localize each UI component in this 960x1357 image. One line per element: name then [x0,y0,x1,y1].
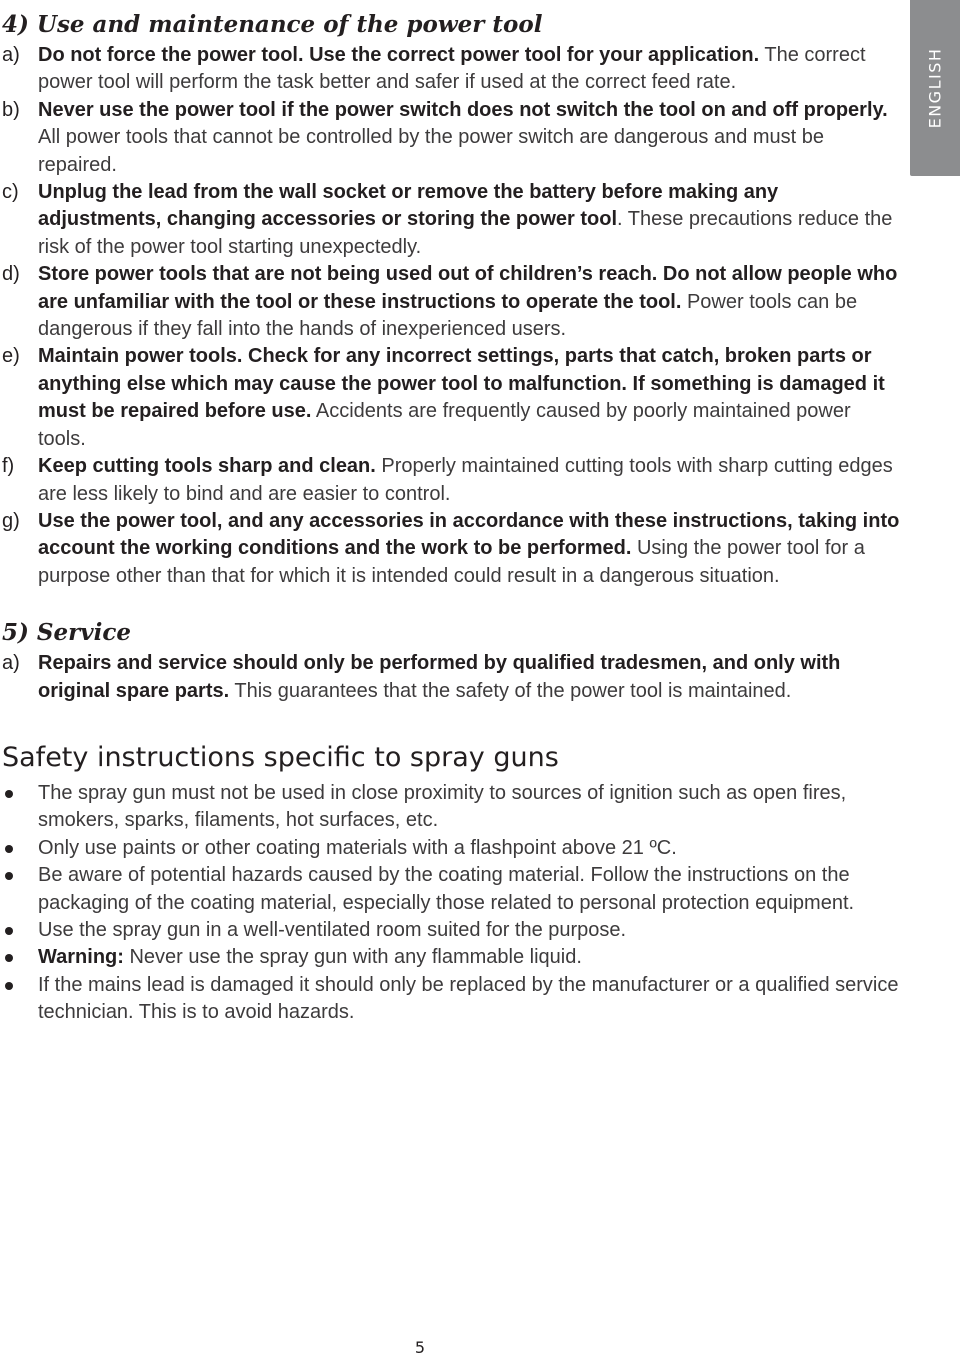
bullet-text: Never use the spray gun with any flammable liquid. [123,946,582,969]
item-text: The correct power tool will perform the task better and safer if used at the correct feed rate. [38,44,866,94]
list-item [2,650,902,705]
page-number: 5 [414,1338,426,1357]
section-5-title: 5) Service [2,619,131,647]
item-label: d) [2,263,20,286]
list-item [2,97,902,179]
bullet-icon [5,845,13,853]
safety-bullet-list [2,780,902,1027]
bullet-item [2,944,902,971]
item-bold-text: Maintain power tools. Check for any incorrect settings, parts that catch, broken parts or anything else which may cause the power tool to malfunction. If something is damaged it must be repaired before use. [38,345,885,423]
item-bold-text: Unplug the lead from the wall socket or remove the battery before making any adjustments, changing accessories or storing the power tool [38,181,779,231]
bullet-icon [5,954,13,962]
item-text: Power tools can be dangerous if they fall into the hands of inexperienced users. [38,290,858,341]
item-bold-text: Do not force the power tool. Use the correct power tool for your application. [38,44,760,66]
item-label: f) [2,455,15,478]
section-5 [2,618,902,705]
bullet-text: If the mains lead is damaged it should only be replaced by the manufacturer or a qualified service technician. This is to avoid hazards. [38,973,899,1024]
bullet-text: Be aware of potential hazards caused by the coating material. Follow the instructions on the packaging of the coating material, especially those related to personal protection equipment. [38,864,855,914]
list-item [2,508,902,590]
item-text: Accidents are frequently caused by poorly maintained power tools. [38,400,851,450]
bullet-item [2,835,902,862]
item-text: This guarantees that the safety of the power tool is maintained. [229,679,792,702]
bullet-text: Use the spray gun in a well-ventilated room suited for the purpose. [38,918,627,941]
section-4-title: 4) Use and maintenance of the power tool [2,11,543,38]
bullet-item [2,780,902,835]
bullet-icon [5,790,13,798]
section-4-list [2,42,902,590]
item-label: e) [2,345,20,368]
language-tab-label: ENGLISH [925,47,945,129]
bullet-item [2,862,902,917]
bullet-item [2,972,902,1027]
bullet-item [2,917,902,944]
item-text: Using the power tool for a purpose other than that for which it is intended could result in a dangerous situation. [38,537,865,587]
list-item [2,261,902,343]
page-content [2,10,902,1027]
list-item [2,179,902,261]
safety-heading: Safety instructions specific to spray guns [2,741,559,773]
item-bold-text: Never use the power tool if the power switch does not switch the tool on and off properly. [38,98,888,121]
item-bold-text: Repairs and service should only be performed by qualified tradesmen, and only with original spare parts. [38,652,841,702]
item-bold-text: Store power tools that are not being used out of children’s reach. Do not allow people who are unfamiliar with the tool or these instructions to operate the tool. [38,263,898,313]
bullet-icon [5,872,13,880]
item-text: . These precautions reduce the risk of the power tool starting unexpectedly. [38,208,893,258]
item-label: a) [2,44,20,66]
item-label: g) [2,509,20,532]
list-item [2,42,902,97]
list-item [2,343,902,453]
bullet-text: Only use paints or other coating materials with a flashpoint above 21 ºC. [38,836,677,859]
language-tab [910,0,960,176]
bullet-text: The spray gun must not be used in close proximity to sources of ignition such as open fires, smokers, sparks, filaments, hot surfaces, etc. [38,781,847,832]
item-bold-text: Use the power tool, and any accessories in accordance with these instructions, taking into account the working conditions and the work to be performed. [38,509,900,560]
item-text: All power tools that cannot be controlled by the power switch are dangerous and must be repaired. [38,126,825,176]
bullet-bold-text: Warning: [38,946,124,969]
item-text: Properly maintained cutting tools with sharp cutting edges are less likely to bind and are easier to control. [38,455,893,505]
item-bold-text: Keep cutting tools sharp and clean. [38,455,376,478]
bullet-icon [5,982,13,990]
item-label: a) [2,652,20,675]
section-5-list [2,650,902,705]
bullet-icon [5,927,13,935]
item-label: b) [2,98,20,121]
item-label: c) [2,181,19,204]
list-item [2,453,902,508]
